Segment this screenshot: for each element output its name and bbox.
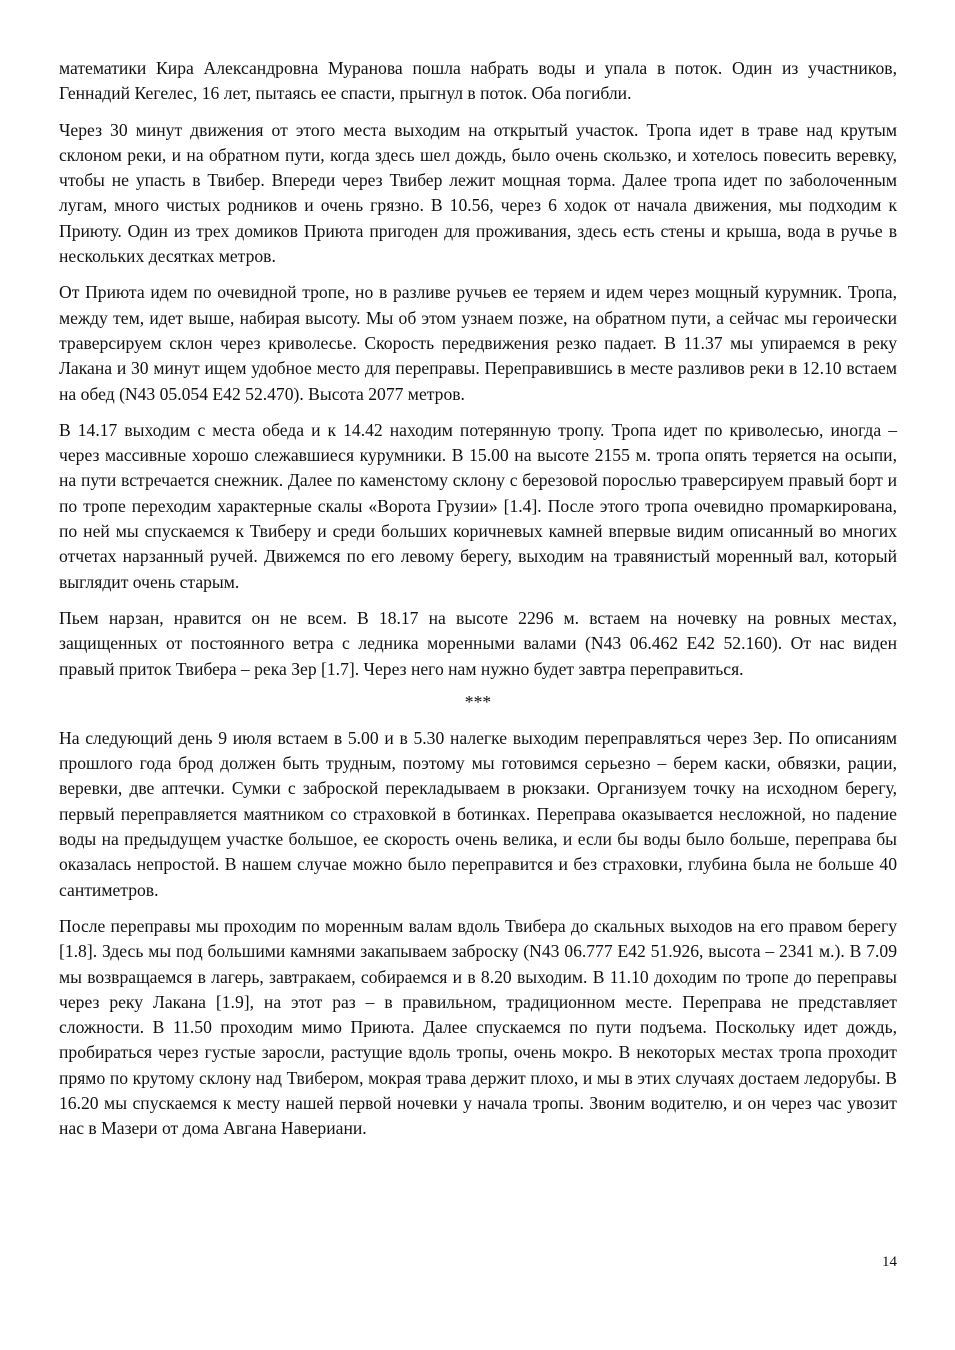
page-number: 14 — [882, 1254, 897, 1270]
paragraph: Пьем нарзан, нравится он не всем. В 18.17 на высоте 2296 м. встаем на ночевку на ровных местах, защищенных от постоянного ветра с ледника моренными валами (N43 06.462 E42 52.160). От нас виден правый приток Твибера – река Зер [1.7]. Через него нам нужно будет завтра переправиться. — [59, 607, 897, 679]
paragraph: В 14.17 выходим с места обеда и к 14.42 находим потерянную тропу. Тропа идет по криволесью, иногда – через массивные хорошо слежавшиеся курумники. В 15.00 на высоте 2155 м. тропа опять теряется на осыпи, на пути встречается снежник. Далее по каменстому склону с березовой порослью траверсируем правый борт и по тропе переходим характерные скалы «Ворота Грузии» [1.4]. После этого тропа очевидно промаркирована, по ней мы спускаемся к Твиберу и среди больших коричневых камней впервые видим описанный во многих отчетах нарзанный ручей. Движемся по его левому берегу, выходим на травянистый моренный вал, который выглядит очень старым. — [59, 419, 897, 592]
document-page — [59, 56, 897, 1153]
paragraph: От Приюта идем по очевидной тропе, но в разливе ручьев ее теряем и идем через мощный курумник. Тропа, между тем, идет выше, набирая высоту. Мы об этом узнаем позже, на обратном пути, а сейчас мы героически траверсируем склон через криволесье. Скорость передвижения резко падает. В 11.37 мы упираемся в реку Лакана и 30 минут ищем удобное место для переправы. Переправившись в месте разливов реки в 12.10 встаем на обед (N43 05.054 E42 52.470). Высота 2077 метров. — [59, 282, 897, 404]
paragraph: На следующий день 9 июля встаем в 5.00 и в 5.30 налегке выходим переправляться через Зер. По описаниям прошлого года брод должен быть трудным, поэтому мы готовимся серьезно – берем каски, обвязки, рации, веревки, две аптечки. Сумки с заброской перекладываем в рюкзаки. Организуем точку на исходном берегу, первый переправляется маятником со страховкой в ботинках. Переправа оказывается несложной, но падение воды на предыдущем участке большое, ее скорость очень велика, и если бы воды было больше, переправа бы оказалась непростой. В нашем случае можно было переправится и без страховки, глубина была не больше 40 сантиметров. — [59, 727, 897, 900]
paragraph: Через 30 минут движения от этого места выходим на открытый участок. Тропа идет в траве над крутым склоном реки, и на обратном пути, когда здесь шел дождь, было очень скользко, и хотелось повесить веревку, чтобы не упасть в Твибер. Впереди через Твибер лежит мощная торма. Далее тропа идет по заболоченным лугам, много чистых родников и очень грязно. В 10.56, через 6 ходок от начала движения, мы подходим к Приюту. Один из трех домиков Приюта пригоден для проживания, здесь есть стены и крыша, вода в ручье в нескольких десятках метров. — [59, 119, 897, 267]
paragraph: После переправы мы проходим по моренным валам вдоль Твибера до скальных выходов на его правом берегу [1.8]. Здесь мы под большими камнями закапываем заброску (N43 06.777 E42 51.926, высота – 2341 м.). В 7.09 мы возвращаемся в лагерь, завтракаем, собираемся и в 8.20 выходим. В 11.10 доходим по тропе до переправы через реку Лакана [1.9], на этот раз – в правильном, традиционном месте. Переправа не представляет сложности. В 11.50 проходим мимо Приюта. Далее спускаемся по пути подъема. Поскольку идет дождь, пробираться через густые заросли, растущие вдоль тропы, очень мокро. В некоторых местах тропа проходит прямо по крутому склону над Твибером, мокрая трава держит плохо, и мы в этих случаях достаем ледорубы. В 16.20 мы спускаемся к месту нашей первой ночевки у начала тропы. Звоним водителю, и он через час увозит нас в Мазери от дома Авгана Навериани. — [59, 915, 897, 1139]
section-separator: *** — [464, 691, 492, 712]
paragraph: математики Кира Александровна Муранова пошла набрать воды и упала в поток. Один из участников, Геннадий Кегелес, 16 лет, пытаясь ее спасти, прыгнул в поток. Оба погибли. — [59, 58, 897, 104]
